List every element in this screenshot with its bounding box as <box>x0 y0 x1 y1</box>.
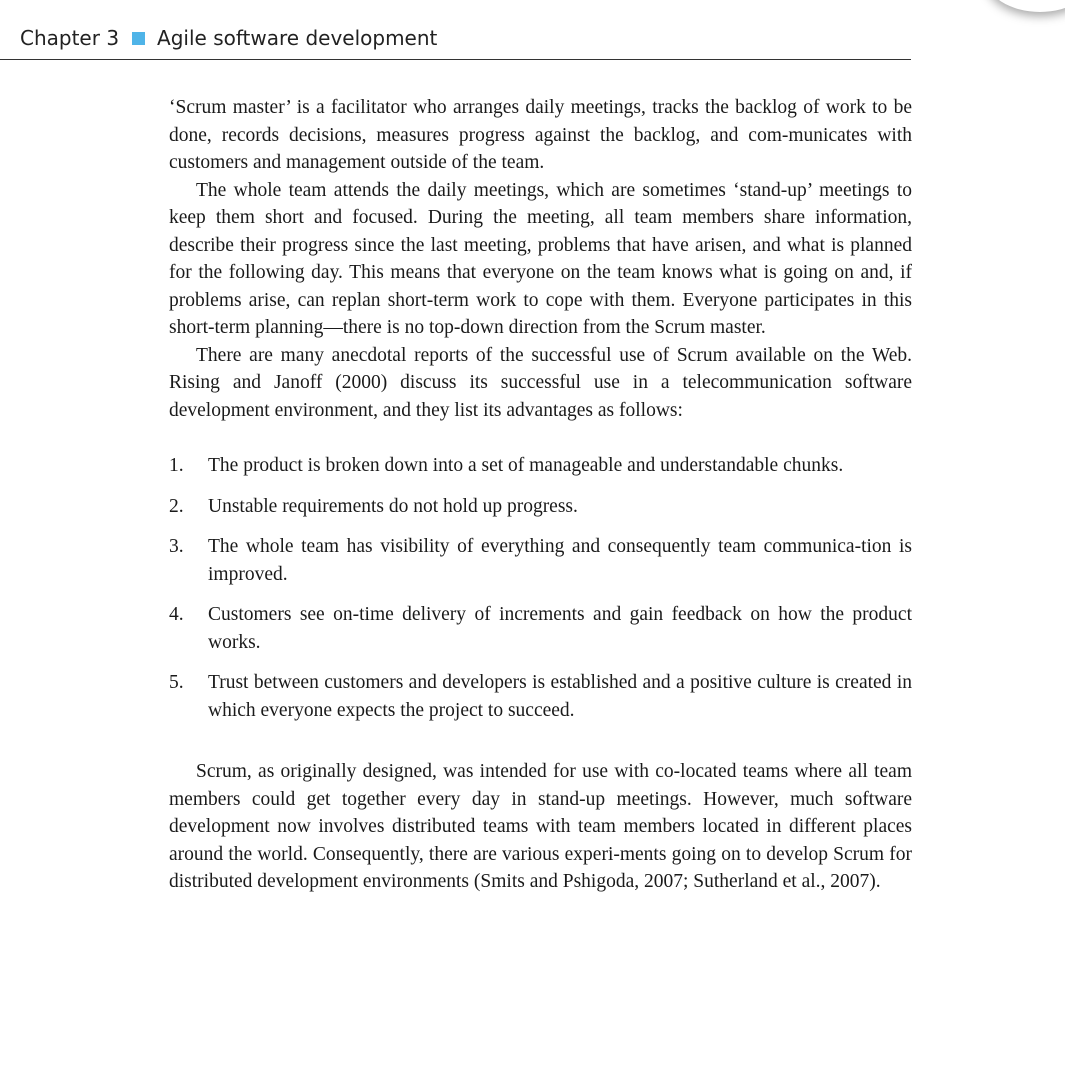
list-item <box>169 452 912 480</box>
list-item <box>169 493 912 521</box>
page-body <box>169 94 912 896</box>
list-item-text: The product is broken down into a set of manageable and understandable chunks. <box>208 455 844 476</box>
paragraph-daily-meetings: The whole team attends the daily meetings, which are sometimes ‘stand-up’ meetings to keep them short and focused. During the meeting, all team members share information, describe their progress since the last meeting, problems that have arisen, and what is planned for the following day. This means that everyone on the team knows what is going on and, if problems arise, can replan short-term work to cope with them. Everyone participates in this short-term planning—there is no top-down direction from the Scrum master. <box>169 179 912 338</box>
running-header <box>20 26 437 50</box>
header-square-icon <box>132 32 145 45</box>
list-item-text: Trust between customers and developers is established and a positive culture is created in which everyone expects the project to succeed. <box>208 672 912 721</box>
list-item-number: 2. <box>169 495 184 517</box>
list-item-text: Customers see on-time delivery of increments and gain feedback on how the product works. <box>208 604 912 653</box>
list-item-text: The whole team has visibility of everything and consequently team communica-tion is improved. <box>208 536 912 585</box>
chapter-label: Chapter 3 <box>20 26 120 50</box>
paragraph-scrum-master: ‘Scrum master’ is a facilitator who arranges daily meetings, tracks the backlog of work to be done, records decisions, measures progress against the backlog, and com-municates with customers and management outside of the team. <box>169 97 912 173</box>
paragraph-distributed-teams: Scrum, as originally designed, was intended for use with co-located teams where all team members could get together every day in stand-up meetings. However, much software development now involves distributed teams with team members located in different places around the world. Consequently, there are various experi-ments going on to develop Scrum for distributed development environments (Smits and Pshigoda, 2007; Sutherland et al., 2007). <box>169 761 912 892</box>
list-item <box>169 533 912 588</box>
header-rule <box>0 59 911 60</box>
paragraph-anecdotal-reports: There are many anecdotal reports of the successful use of Scrum available on the Web. Rising and Janoff (2000) discuss its successful use in a telecommunication software development environment, and they list its advantages as follows: <box>169 344 912 421</box>
list-item-number: 3. <box>169 536 184 557</box>
chapter-title: Agile software development <box>157 26 438 50</box>
list-item-number: 1. <box>169 455 184 476</box>
list-item <box>169 669 912 724</box>
page-corner-shadow <box>985 0 1065 12</box>
advantages-list <box>169 452 912 724</box>
list-item-number: 4. <box>169 604 184 625</box>
list-item-number: 5. <box>169 672 184 693</box>
list-item-text: Unstable requirements do not hold up progress. <box>208 495 578 517</box>
list-item <box>169 601 912 656</box>
